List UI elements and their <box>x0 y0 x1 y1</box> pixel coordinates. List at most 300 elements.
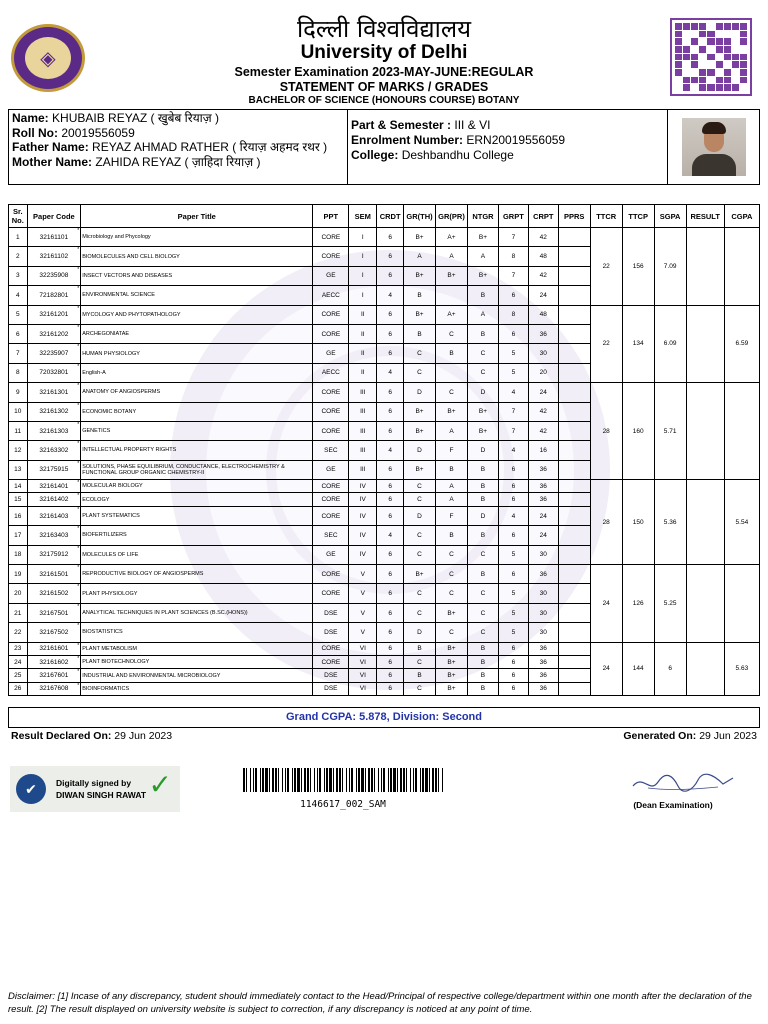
sem: VI <box>349 642 377 655</box>
paper-title: ECONOMIC BOTANY <box>81 402 313 421</box>
ttcr-cell: 28 <box>590 383 622 480</box>
mother-label: Mother Name: <box>12 154 93 169</box>
pprs <box>558 493 590 506</box>
sr-no: 3 <box>9 266 28 285</box>
check-icon: ✓ <box>148 769 172 800</box>
ppt: SEC <box>313 441 349 460</box>
barcode-bar <box>246 768 247 792</box>
paper-code-value: 32167601 <box>39 672 69 680</box>
ttcr-cell: 28 <box>590 480 622 565</box>
pprs <box>558 344 590 363</box>
gr-pr: F <box>436 441 468 460</box>
sem: I <box>349 247 377 266</box>
gr-pr: A+ <box>436 305 468 324</box>
barcode-bar <box>342 768 343 792</box>
exam-title: Semester Examination 2023-MAY-JUNE:REGULAR <box>234 65 534 79</box>
ppt: CORE <box>313 565 349 584</box>
barcode-bar <box>361 768 364 792</box>
barcode-bar <box>435 768 437 792</box>
barcode <box>243 768 443 792</box>
grpt: 6 <box>498 565 528 584</box>
pprs <box>558 324 590 343</box>
pprs <box>558 623 590 642</box>
gr-th: C <box>404 526 436 545</box>
ppt: GE <box>313 545 349 564</box>
sgpa-cell: 5.36 <box>654 480 686 565</box>
sr-no: 4 <box>9 286 28 305</box>
ntgr: B <box>467 493 498 506</box>
crpt: 48 <box>528 305 558 324</box>
gr-pr: B <box>436 344 468 363</box>
paper-code: 32161502 * <box>27 584 81 603</box>
barcode-bar <box>285 768 286 792</box>
gr-th: B+ <box>404 305 436 324</box>
barcode-bar <box>317 768 318 792</box>
pprs <box>558 266 590 285</box>
barcode-bar <box>294 768 296 792</box>
marks-table <box>8 204 760 696</box>
crdt: 4 <box>377 286 404 305</box>
gr-pr: A+ <box>436 228 468 247</box>
sem: III <box>349 460 377 479</box>
pprs <box>558 305 590 324</box>
paper-code-value: 32167502 <box>39 628 69 636</box>
gr-th: D <box>404 506 436 525</box>
crpt: 48 <box>528 247 558 266</box>
col-header: Sr. No. <box>9 205 28 228</box>
gr-th: D <box>404 441 436 460</box>
paper-code: 32161402 * <box>27 493 81 506</box>
paper-title: English-A <box>81 363 313 382</box>
sgpa-cell: 6.09 <box>654 305 686 383</box>
gr-pr: B <box>436 460 468 479</box>
grpt: 7 <box>498 228 528 247</box>
col-header: GR(TH) <box>404 205 436 228</box>
gr-pr: C <box>436 584 468 603</box>
gr-th: A <box>404 247 436 266</box>
gr-pr: B+ <box>436 682 468 695</box>
gr-th: B+ <box>404 460 436 479</box>
barcode-bar <box>429 768 430 792</box>
part-semester: III & VI <box>454 118 491 132</box>
cgpa-cell <box>724 383 759 480</box>
pprs <box>558 526 590 545</box>
paper-code-value: 32161403 <box>39 512 69 520</box>
grpt: 8 <box>498 247 528 266</box>
sem: VI <box>349 669 377 682</box>
gr-th: B+ <box>404 228 436 247</box>
paper-code: 32161201 * <box>27 305 81 324</box>
crpt: 16 <box>528 441 558 460</box>
gr-pr: B+ <box>436 266 468 285</box>
barcode-bar <box>422 768 424 792</box>
crpt: 30 <box>528 623 558 642</box>
sem: III <box>349 383 377 402</box>
paper-code: 32161102 * <box>27 247 81 266</box>
verified-seal-icon: ✔ <box>16 774 46 804</box>
ntgr: B+ <box>467 421 498 440</box>
col-header: TTCR <box>590 205 622 228</box>
name-row <box>12 111 344 126</box>
paper-code-value: 32235908 <box>39 272 69 280</box>
barcode-bar <box>333 768 334 792</box>
barcode-bar <box>425 768 428 792</box>
roll-number: 20019556059 <box>61 125 135 140</box>
barcode-bar <box>272 768 274 792</box>
grpt: 5 <box>498 623 528 642</box>
barcode-bar <box>282 768 283 792</box>
sr-no: 9 <box>9 383 28 402</box>
pprs <box>558 441 590 460</box>
sr-no: 20 <box>9 584 28 603</box>
paper-title: PLANT BIOTECHNOLOGY <box>81 655 313 668</box>
ppt: CORE <box>313 584 349 603</box>
gr-th: C <box>404 584 436 603</box>
gr-th: D <box>404 383 436 402</box>
result-cell <box>686 565 724 643</box>
ntgr: C <box>467 363 498 382</box>
col-header: GR(PR) <box>436 205 468 228</box>
barcode-bar <box>319 768 321 792</box>
barcode-bar <box>390 768 392 792</box>
pprs <box>558 383 590 402</box>
enrol-label: Enrolment Number: <box>351 133 464 147</box>
crpt: 36 <box>528 480 558 493</box>
grpt: 6 <box>498 669 528 682</box>
paper-code-value: 72032801 <box>39 369 69 377</box>
sem: VI <box>349 655 377 668</box>
paper-title: ANALYTICAL TECHNIQUES IN PLANT SCIENCES (B.SC.(HONS)) <box>81 603 313 622</box>
ttcp-cell: 156 <box>622 228 654 306</box>
sr-no: 15 <box>9 493 28 506</box>
paper-code-value: 32161303 <box>39 427 69 435</box>
barcode-bar <box>292 768 293 792</box>
result-cell <box>686 642 724 696</box>
ttcp-cell: 134 <box>622 305 654 383</box>
barcode-bar <box>383 768 385 792</box>
paper-code-value: 32161101 <box>39 233 69 241</box>
grpt: 6 <box>498 655 528 668</box>
barcode-bar <box>432 768 434 792</box>
paper-code: 32167501 * <box>27 603 81 622</box>
paper-title: GENETICS <box>81 421 313 440</box>
barcode-bar <box>415 768 417 792</box>
grpt: 6 <box>498 493 528 506</box>
disclaimer: Disclaimer: [1] Incase of any discrepancy, student should immediately contact to the Head/Principal of respective college/department within one month after the declaration of the result. [2] The result displayed on university website is subject to correction, if any discrepancy is noticed at any point of time. <box>8 991 752 1015</box>
pprs <box>558 603 590 622</box>
barcode-bar <box>381 768 382 792</box>
ntgr: D <box>467 441 498 460</box>
paper-code: 32163403 * <box>27 526 81 545</box>
crpt: 36 <box>528 493 558 506</box>
sem: VI <box>349 682 377 695</box>
barcode-bar <box>329 768 332 792</box>
ntgr: C <box>467 584 498 603</box>
ttcp-cell: 160 <box>622 383 654 480</box>
grpt: 5 <box>498 545 528 564</box>
crpt: 24 <box>528 506 558 525</box>
gr-th: C <box>404 363 436 382</box>
barcode-bar <box>420 768 421 792</box>
paper-code-value: 32161302 <box>39 408 69 416</box>
crpt: 36 <box>528 642 558 655</box>
gr-pr: B <box>436 526 468 545</box>
grpt: 4 <box>498 441 528 460</box>
result-cell <box>686 480 724 565</box>
gr-th: C <box>404 655 436 668</box>
crpt: 30 <box>528 603 558 622</box>
col-header: GRPT <box>498 205 528 228</box>
paper-title: PLANT METABOLISM <box>81 642 313 655</box>
crdt: 6 <box>377 402 404 421</box>
university-hindi-title: दिल्ली विश्वविद्यालय <box>296 15 472 43</box>
col-header: TTCP <box>622 205 654 228</box>
paper-code: 32235908 * <box>27 266 81 285</box>
sem: V <box>349 584 377 603</box>
sem: IV <box>349 506 377 525</box>
gr-pr: F <box>436 506 468 525</box>
grand-cgpa: Grand CGPA: 5.878, Division: Second <box>8 707 760 728</box>
paper-title: Microbiology and Phycology <box>81 228 313 247</box>
sr-no: 6 <box>9 324 28 343</box>
generated-label: Generated On: <box>623 730 697 742</box>
sr-no: 11 <box>9 421 28 440</box>
pprs <box>558 460 590 479</box>
gr-pr: B+ <box>436 642 468 655</box>
paper-title: MOLECULAR BIOLOGY <box>81 480 313 493</box>
barcode-bar <box>250 768 251 792</box>
barcode-bar <box>243 768 245 792</box>
enrol-row <box>351 133 664 148</box>
paper-code-value: 32163403 <box>39 531 69 539</box>
crpt: 42 <box>528 402 558 421</box>
barcode-bar <box>324 768 325 792</box>
paper-code: 32161303 * <box>27 421 81 440</box>
ntgr: B <box>467 480 498 493</box>
col-header: SEM <box>349 205 377 228</box>
crpt: 42 <box>528 266 558 285</box>
barcode-bar <box>388 768 389 792</box>
sr-no: 25 <box>9 669 28 682</box>
crdt: 6 <box>377 565 404 584</box>
barcode-bar <box>410 768 411 792</box>
grpt: 7 <box>498 402 528 421</box>
barcode-bar <box>287 768 289 792</box>
crdt: 6 <box>377 247 404 266</box>
pprs <box>558 247 590 266</box>
ppt: GE <box>313 460 349 479</box>
crdt: 6 <box>377 655 404 668</box>
student-photo <box>682 118 746 176</box>
barcode-bar <box>397 768 398 792</box>
ppt: DSE <box>313 669 349 682</box>
paper-title: INSECT VECTORS AND DISEASES <box>81 266 313 285</box>
col-header: SGPA <box>654 205 686 228</box>
father-row <box>12 140 344 155</box>
ntgr: D <box>467 506 498 525</box>
sem: II <box>349 344 377 363</box>
gr-pr: B+ <box>436 655 468 668</box>
pprs <box>558 286 590 305</box>
signature-name: DIWAN SINGH RAWAT <box>56 790 147 800</box>
barcode-bar <box>351 768 353 792</box>
paper-title: PLANT SYSTEMATICS <box>81 506 313 525</box>
college-name: Deshbandhu College <box>401 148 514 162</box>
barcode-bar <box>442 768 443 792</box>
ttcr-cell: 22 <box>590 228 622 306</box>
ntgr: C <box>467 344 498 363</box>
paper-title: SOLUTIONS, PHASE EQUILIBRIUM, CONDUCTANCE, ELECTROCHEMISTRY & FUNCTIONAL GROUP ORGANIC CHEMISTRY-II <box>81 460 313 479</box>
crdt: 6 <box>377 682 404 695</box>
paper-code: 72182801 * <box>27 286 81 305</box>
gr-th: B+ <box>404 421 436 440</box>
signature-line1: Digitally signed by <box>56 778 132 788</box>
gr-pr: B+ <box>436 402 468 421</box>
barcode-bar <box>374 768 375 792</box>
crdt: 6 <box>377 642 404 655</box>
paper-code: 32161301 * <box>27 383 81 402</box>
pprs <box>558 545 590 564</box>
result-cell <box>686 228 724 306</box>
pprs <box>558 669 590 682</box>
crdt: 6 <box>377 493 404 506</box>
result-declared-date: 29 Jun 2023 <box>114 730 173 742</box>
pprs <box>558 506 590 525</box>
gr-pr: B+ <box>436 603 468 622</box>
paper-title: MYCOLOGY AND PHYTOPATHOLOGY <box>81 305 313 324</box>
cgpa-cell <box>724 565 759 643</box>
col-header: CRDT <box>377 205 404 228</box>
paper-title: INTELLECTUAL PROPERTY RIGHTS <box>81 441 313 460</box>
grpt: 7 <box>498 421 528 440</box>
barcode-bar <box>403 768 405 792</box>
sem: V <box>349 623 377 642</box>
gr-pr: A <box>436 247 468 266</box>
generated-on <box>623 730 757 742</box>
paper-code-value: 32161402 <box>39 496 69 504</box>
gr-pr: C <box>436 623 468 642</box>
crdt: 4 <box>377 526 404 545</box>
paper-code-value: 32161602 <box>39 658 69 666</box>
cgpa-cell <box>724 228 759 306</box>
gr-th: B+ <box>404 266 436 285</box>
crdt: 6 <box>377 228 404 247</box>
paper-code: 32167608 * <box>27 682 81 695</box>
crdt: 6 <box>377 623 404 642</box>
ntgr: C <box>467 545 498 564</box>
gr-th: C <box>404 480 436 493</box>
grpt: 6 <box>498 324 528 343</box>
grpt: 6 <box>498 286 528 305</box>
photo-cell <box>668 110 759 184</box>
gr-th: B <box>404 286 436 305</box>
ppt: CORE <box>313 655 349 668</box>
paper-code-value: 32175915 <box>39 466 69 474</box>
barcode-bar <box>326 768 328 792</box>
course-title: BACHELOR OF SCIENCE (HONOURS COURSE) BOTANY <box>248 95 520 106</box>
mother-name: ZAHIDA REYAZ ( ज़ाहिदा रियाज़ ) <box>95 154 261 169</box>
crpt: 24 <box>528 286 558 305</box>
paper-code-value: 32161502 <box>39 590 69 598</box>
barcode-bar <box>269 768 270 792</box>
crdt: 6 <box>377 669 404 682</box>
barcode-bar <box>438 768 439 792</box>
barcode-bar <box>371 768 373 792</box>
grpt: 5 <box>498 584 528 603</box>
crpt: 20 <box>528 363 558 382</box>
grpt: 8 <box>498 305 528 324</box>
sem: II <box>349 324 377 343</box>
gr-th: C <box>404 344 436 363</box>
barcode-bar <box>301 768 302 792</box>
gr-pr: C <box>436 324 468 343</box>
paper-code-value: 32161202 <box>39 330 69 338</box>
barcode-bar <box>339 768 341 792</box>
grpt: 6 <box>498 526 528 545</box>
gr-th: C <box>404 603 436 622</box>
barcode-bar <box>278 768 279 792</box>
paper-code-value: 32161201 <box>39 311 69 319</box>
part-label: Part & Semester : <box>351 118 452 132</box>
sr-no: 7 <box>9 344 28 363</box>
result-declared-label: Result Declared On: <box>11 730 112 742</box>
paper-title: ENVIRONMENTAL SCIENCE <box>81 286 313 305</box>
crdt: 6 <box>377 545 404 564</box>
barcode-bar <box>336 768 338 792</box>
barcode-bar <box>314 768 315 792</box>
barcode-bar <box>253 768 254 792</box>
pprs <box>558 228 590 247</box>
sr-no: 12 <box>9 441 28 460</box>
sem: IV <box>349 526 377 545</box>
crpt: 30 <box>528 344 558 363</box>
crpt: 36 <box>528 682 558 695</box>
ppt: CORE <box>313 493 349 506</box>
paper-code: 32161401 * <box>27 480 81 493</box>
sem: II <box>349 363 377 382</box>
paper-code: 32161302 * <box>27 402 81 421</box>
barcode-bar <box>265 768 268 792</box>
college-row <box>351 148 664 163</box>
paper-code: 72032801 * <box>27 363 81 382</box>
barcode-bar <box>406 768 407 792</box>
grpt: 6 <box>498 460 528 479</box>
sr-no: 26 <box>9 682 28 695</box>
paper-code: 32161101 * <box>27 228 81 247</box>
paper-code-value: 32167608 <box>39 685 69 693</box>
gr-th: B <box>404 669 436 682</box>
crdt: 4 <box>377 441 404 460</box>
ntgr: B <box>467 565 498 584</box>
grpt: 5 <box>498 363 528 382</box>
paper-title: REPRODUCTIVE BIOLOGY OF ANGIOSPERMS <box>81 565 313 584</box>
table-row <box>9 642 760 655</box>
enrolment-number: ERN20019556059 <box>466 133 566 147</box>
paper-code: 32175915 * <box>27 460 81 479</box>
paper-code: 32161202 * <box>27 324 81 343</box>
ntgr: B <box>467 286 498 305</box>
barcode-bar <box>400 768 402 792</box>
grpt: 6 <box>498 682 528 695</box>
gr-pr: C <box>436 383 468 402</box>
crpt: 36 <box>528 655 558 668</box>
ppt: CORE <box>313 383 349 402</box>
sem: I <box>349 228 377 247</box>
ppt: CORE <box>313 305 349 324</box>
paper-title: BIOINFORMATICS <box>81 682 313 695</box>
paper-code-value: 32163302 <box>39 446 69 454</box>
ntgr: C <box>467 603 498 622</box>
